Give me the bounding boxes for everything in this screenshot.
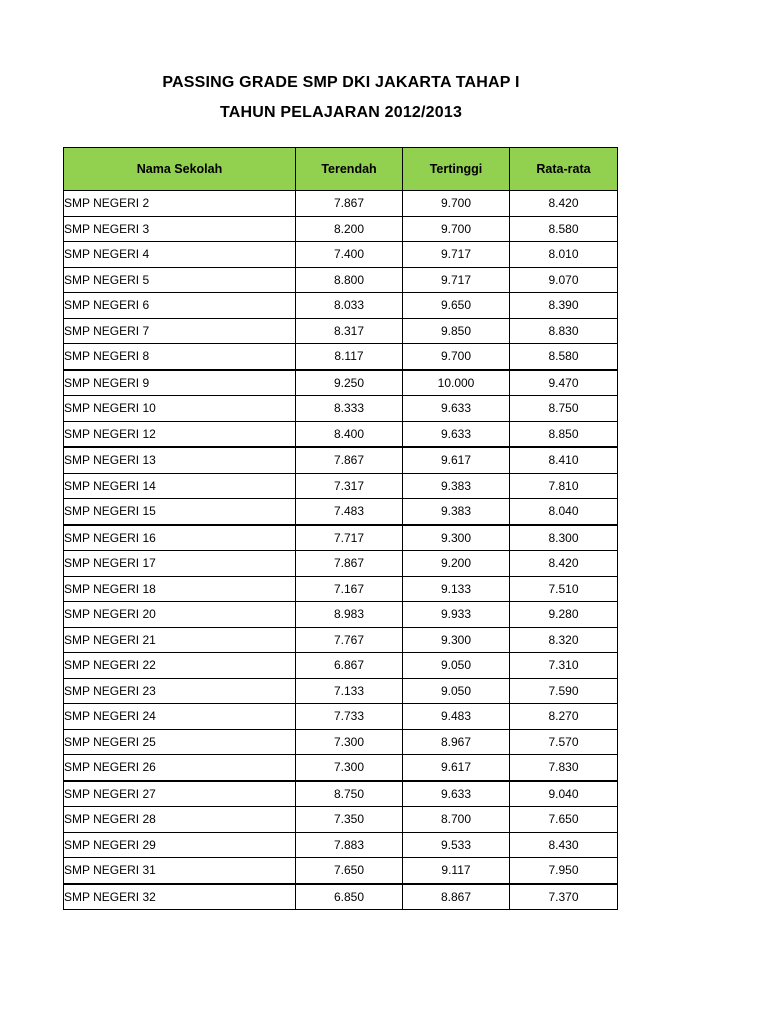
school-name-cell: SMP NEGERI 28: [64, 807, 296, 833]
average-score-cell: 8.320: [510, 627, 618, 653]
lowest-score-cell: 7.167: [296, 576, 403, 602]
lowest-score-cell: 7.133: [296, 678, 403, 704]
lowest-score-cell: 7.650: [296, 858, 403, 884]
highest-score-cell: 9.633: [403, 781, 510, 807]
average-score-cell: 8.830: [510, 318, 618, 344]
title-line-1: PASSING GRADE SMP DKI JAKARTA TAHAP I: [162, 74, 520, 91]
highest-score-cell: 9.383: [403, 473, 510, 499]
table-row: [64, 267, 618, 293]
school-name-cell: SMP NEGERI 31: [64, 858, 296, 884]
school-name-cell: SMP NEGERI 20: [64, 602, 296, 628]
school-name-cell: SMP NEGERI 25: [64, 729, 296, 755]
highest-score-cell: 9.633: [403, 396, 510, 422]
lowest-score-cell: 7.733: [296, 704, 403, 730]
school-name-cell: SMP NEGERI 13: [64, 447, 296, 473]
highest-score-cell: 9.700: [403, 344, 510, 370]
school-name-cell: SMP NEGERI 4: [64, 242, 296, 268]
lowest-score-cell: 8.750: [296, 781, 403, 807]
highest-score-cell: 9.700: [403, 216, 510, 242]
highest-score-cell: 9.717: [403, 267, 510, 293]
table-row: [64, 729, 618, 755]
school-name-cell: SMP NEGERI 3: [64, 216, 296, 242]
school-name-cell: SMP NEGERI 16: [64, 525, 296, 551]
highest-score-cell: 9.200: [403, 551, 510, 577]
average-score-cell: 7.950: [510, 858, 618, 884]
lowest-score-cell: 7.300: [296, 729, 403, 755]
title-line-2: TAHUN PELAJARAN 2012/2013: [219, 104, 463, 121]
average-score-cell: 8.420: [510, 191, 618, 217]
average-score-cell: 8.410: [510, 447, 618, 473]
highest-score-cell: 9.117: [403, 858, 510, 884]
school-name-cell: SMP NEGERI 6: [64, 293, 296, 319]
table-row: [64, 576, 618, 602]
average-score-cell: 8.580: [510, 344, 618, 370]
lowest-score-cell: 7.767: [296, 627, 403, 653]
table-header-row: [64, 148, 618, 191]
average-score-cell: 7.650: [510, 807, 618, 833]
highest-score-cell: 9.850: [403, 318, 510, 344]
table-row: [64, 525, 618, 551]
average-score-cell: 8.850: [510, 421, 618, 447]
table-row: [64, 473, 618, 499]
table-row: [64, 755, 618, 781]
average-score-cell: 9.470: [510, 370, 618, 396]
table-row: [64, 242, 618, 268]
lowest-score-cell: 7.400: [296, 242, 403, 268]
school-name-cell: SMP NEGERI 24: [64, 704, 296, 730]
average-score-cell: 8.420: [510, 551, 618, 577]
header-highest: Tertinggi: [403, 148, 510, 191]
lowest-score-cell: 8.117: [296, 344, 403, 370]
lowest-score-cell: 9.250: [296, 370, 403, 396]
highest-score-cell: 9.617: [403, 447, 510, 473]
lowest-score-cell: 8.800: [296, 267, 403, 293]
lowest-score-cell: 7.483: [296, 499, 403, 525]
table-row: [64, 396, 618, 422]
average-score-cell: 8.430: [510, 832, 618, 858]
school-name-cell: SMP NEGERI 8: [64, 344, 296, 370]
highest-score-cell: 9.933: [403, 602, 510, 628]
lowest-score-cell: 8.200: [296, 216, 403, 242]
document-title: [0, 68, 682, 128]
highest-score-cell: 9.717: [403, 242, 510, 268]
school-name-cell: SMP NEGERI 21: [64, 627, 296, 653]
highest-score-cell: 8.967: [403, 729, 510, 755]
table-row: [64, 447, 618, 473]
table-row: [64, 421, 618, 447]
lowest-score-cell: 8.400: [296, 421, 403, 447]
average-score-cell: 7.810: [510, 473, 618, 499]
table-row: [64, 884, 618, 910]
highest-score-cell: 9.483: [403, 704, 510, 730]
school-name-cell: SMP NEGERI 26: [64, 755, 296, 781]
average-score-cell: 9.280: [510, 602, 618, 628]
lowest-score-cell: 7.350: [296, 807, 403, 833]
highest-score-cell: 9.700: [403, 191, 510, 217]
highest-score-cell: 9.617: [403, 755, 510, 781]
average-score-cell: 8.300: [510, 525, 618, 551]
school-name-cell: SMP NEGERI 18: [64, 576, 296, 602]
average-score-cell: 9.070: [510, 267, 618, 293]
table-row: [64, 602, 618, 628]
school-name-cell: SMP NEGERI 15: [64, 499, 296, 525]
school-name-cell: SMP NEGERI 2: [64, 191, 296, 217]
highest-score-cell: 9.633: [403, 421, 510, 447]
highest-score-cell: 9.050: [403, 653, 510, 679]
header-lowest: Terendah: [296, 148, 403, 191]
lowest-score-cell: 7.867: [296, 447, 403, 473]
passing-grade-table: [63, 147, 618, 910]
lowest-score-cell: 7.867: [296, 551, 403, 577]
highest-score-cell: 9.133: [403, 576, 510, 602]
school-name-cell: SMP NEGERI 12: [64, 421, 296, 447]
table-row: [64, 318, 618, 344]
average-score-cell: 8.580: [510, 216, 618, 242]
school-name-cell: SMP NEGERI 7: [64, 318, 296, 344]
table-row: [64, 216, 618, 242]
school-name-cell: SMP NEGERI 9: [64, 370, 296, 396]
lowest-score-cell: 7.300: [296, 755, 403, 781]
highest-score-cell: 9.533: [403, 832, 510, 858]
lowest-score-cell: 7.867: [296, 191, 403, 217]
school-name-cell: SMP NEGERI 22: [64, 653, 296, 679]
lowest-score-cell: 8.333: [296, 396, 403, 422]
table-row: [64, 499, 618, 525]
school-name-cell: SMP NEGERI 5: [64, 267, 296, 293]
table-row: [64, 678, 618, 704]
highest-score-cell: 8.867: [403, 884, 510, 910]
average-score-cell: 8.750: [510, 396, 618, 422]
highest-score-cell: 9.050: [403, 678, 510, 704]
highest-score-cell: 10.000: [403, 370, 510, 396]
lowest-score-cell: 8.983: [296, 602, 403, 628]
table-row: [64, 807, 618, 833]
school-name-cell: SMP NEGERI 14: [64, 473, 296, 499]
average-score-cell: 7.830: [510, 755, 618, 781]
table-row: [64, 551, 618, 577]
average-score-cell: 7.370: [510, 884, 618, 910]
table-body: [64, 191, 618, 910]
table-row: [64, 293, 618, 319]
table-row: [64, 704, 618, 730]
school-name-cell: SMP NEGERI 32: [64, 884, 296, 910]
table-row: [64, 653, 618, 679]
table-row: [64, 191, 618, 217]
average-score-cell: 7.570: [510, 729, 618, 755]
table-row: [64, 832, 618, 858]
table-row: [64, 370, 618, 396]
table-row: [64, 781, 618, 807]
highest-score-cell: 8.700: [403, 807, 510, 833]
school-name-cell: SMP NEGERI 17: [64, 551, 296, 577]
table-row: [64, 344, 618, 370]
highest-score-cell: 9.300: [403, 627, 510, 653]
school-name-cell: SMP NEGERI 10: [64, 396, 296, 422]
lowest-score-cell: 7.317: [296, 473, 403, 499]
lowest-score-cell: 6.867: [296, 653, 403, 679]
header-average: Rata-rata: [510, 148, 618, 191]
average-score-cell: 8.390: [510, 293, 618, 319]
header-school-name: Nama Sekolah: [64, 148, 296, 191]
lowest-score-cell: 8.033: [296, 293, 403, 319]
average-score-cell: 7.310: [510, 653, 618, 679]
school-name-cell: SMP NEGERI 29: [64, 832, 296, 858]
average-score-cell: 8.040: [510, 499, 618, 525]
average-score-cell: 7.590: [510, 678, 618, 704]
average-score-cell: 7.510: [510, 576, 618, 602]
highest-score-cell: 9.650: [403, 293, 510, 319]
lowest-score-cell: 8.317: [296, 318, 403, 344]
school-name-cell: SMP NEGERI 27: [64, 781, 296, 807]
lowest-score-cell: 7.883: [296, 832, 403, 858]
highest-score-cell: 9.300: [403, 525, 510, 551]
table-row: [64, 858, 618, 884]
average-score-cell: 9.040: [510, 781, 618, 807]
average-score-cell: 8.010: [510, 242, 618, 268]
highest-score-cell: 9.383: [403, 499, 510, 525]
lowest-score-cell: 6.850: [296, 884, 403, 910]
lowest-score-cell: 7.717: [296, 525, 403, 551]
school-name-cell: SMP NEGERI 23: [64, 678, 296, 704]
table-row: [64, 627, 618, 653]
average-score-cell: 8.270: [510, 704, 618, 730]
